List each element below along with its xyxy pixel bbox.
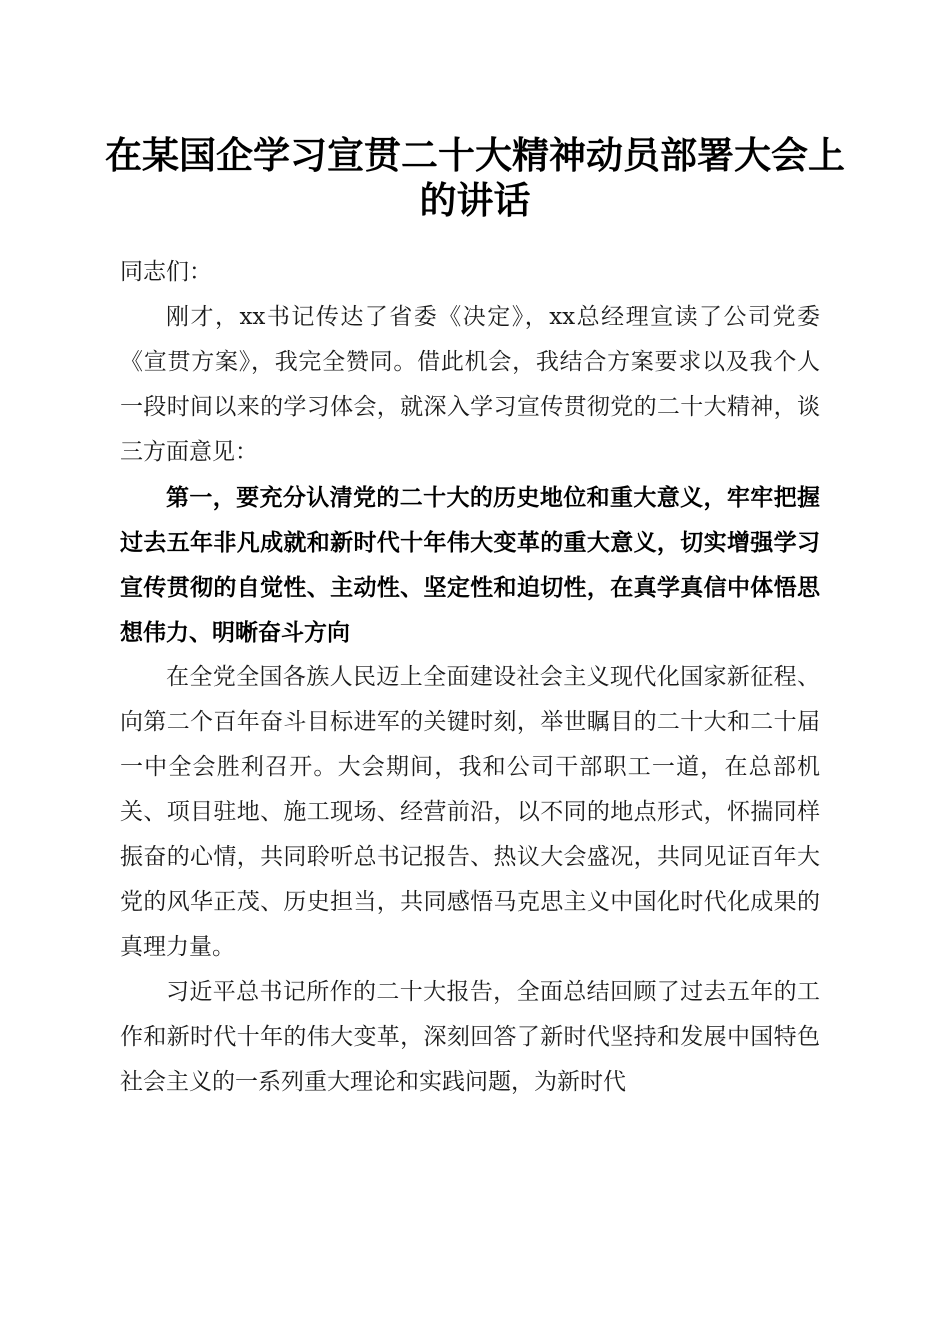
paragraph-intro: 刚才，xx书记传达了省委《决定》，xx总经理宣读了公司党委《宣贯方案》，我完全赞同。借此机会，我结合方案要求以及我个人一段时间以来的学习体会，就深入学习宣传贯彻党的二十大精神，谈三方面意见：: [120, 304, 820, 465]
section-heading-1: 第一，要充分认清党的二十大的历史地位和重大意义，牢牢把握过去五年非凡成就和新时代十年伟大变革的重大意义，切实增强学习宣传贯彻的自觉性、主动性、坚定性和迫切性，在真学真信中体悟思想伟力、明晰奋斗方向: [120, 484, 820, 646]
greeting: 同志们：: [120, 259, 212, 285]
document-body: [120, 250, 820, 1105]
document-title: 在某国企学习宣贯二十大精神动员部署大会上的讲话: [105, 133, 845, 222]
paragraph-body: 习近平总书记所作的二十大报告，全面总结回顾了过去五年的工作和新时代十年的伟大变革，深刻回答了新时代坚持和发展中国特色社会主义的一系列重大理论和实践问题，为新时代: [120, 979, 820, 1095]
paragraph-body: 在全党全国各族人民迈上全面建设社会主义现代化国家新征程、向第二个百年奋斗目标进军的关键时刻，举世瞩目的二十大和二十届一中全会胜利召开。大会期间，我和公司干部职工一道，在总部机关、项目驻地、施工现场、经营前沿，以不同的地点形式，怀揣同样振奋的心情，共同聆听总书记报告、热议大会盛况，共同见证百年大党的风华正茂、历史担当，共同感悟马克思主义中国化时代化成果的真理力量。: [120, 664, 820, 960]
